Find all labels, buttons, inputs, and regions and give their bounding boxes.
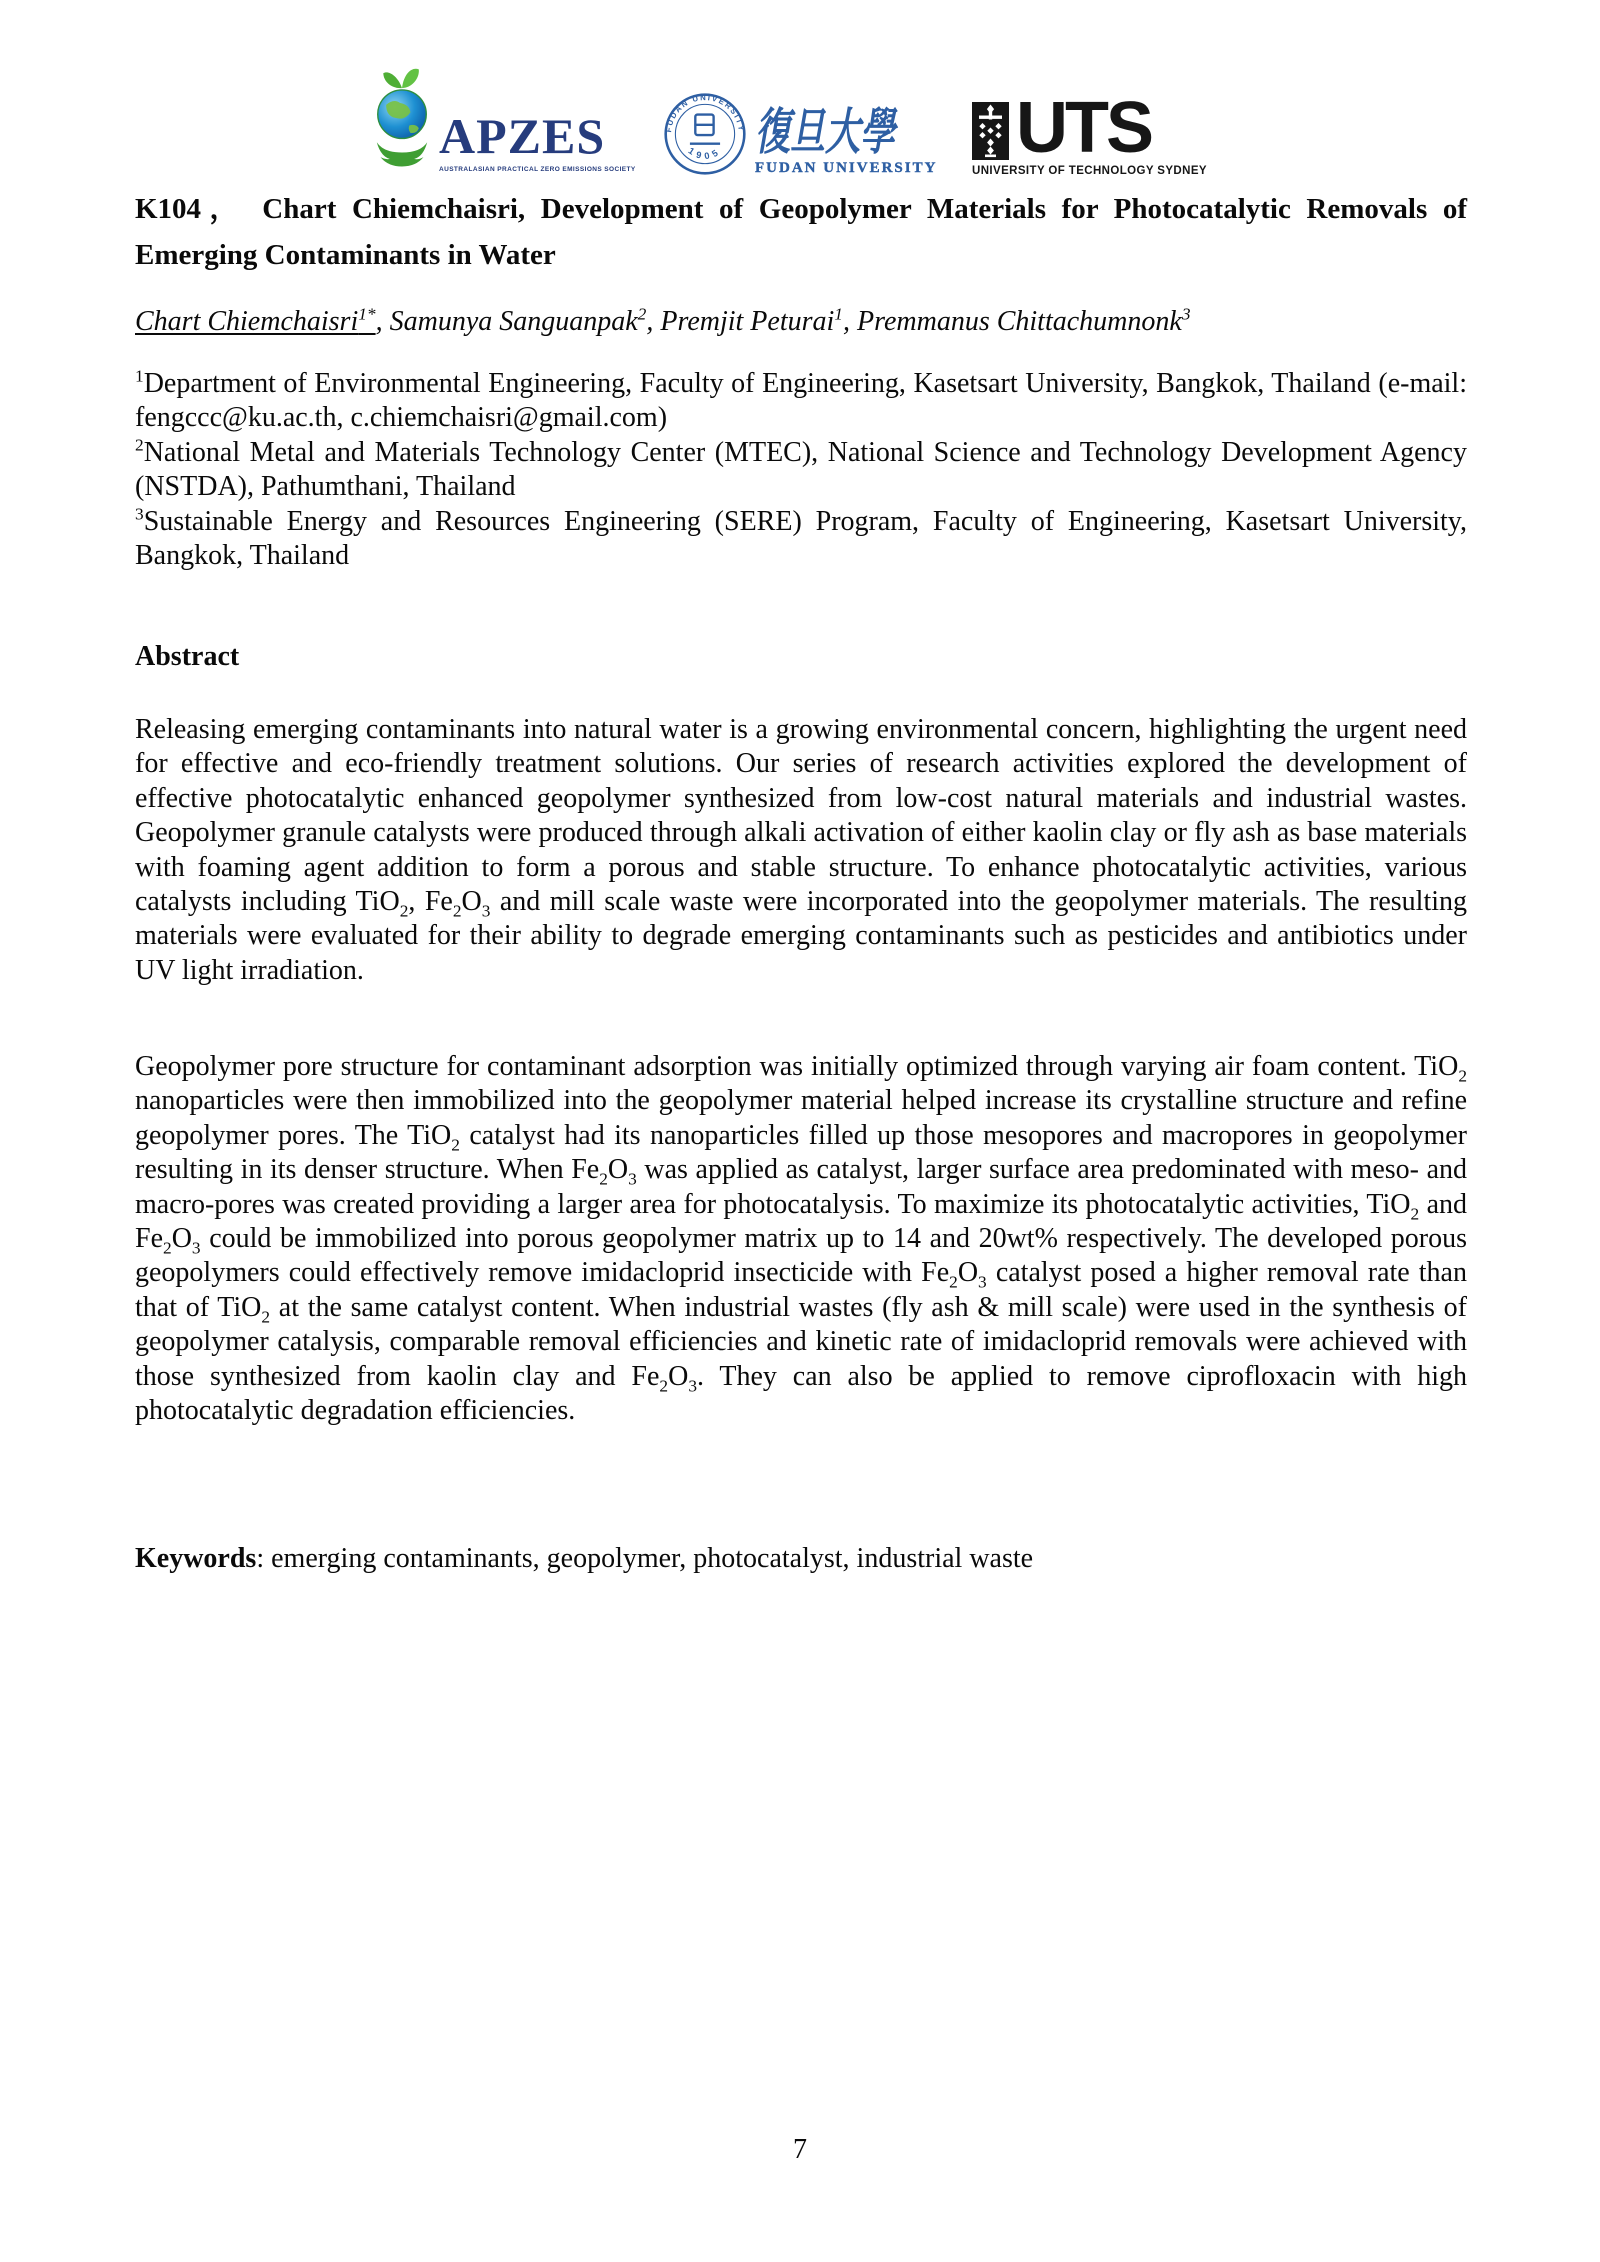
fudan-seal-year: 1905 xyxy=(686,145,724,162)
page-number: 7 xyxy=(793,2134,807,2165)
affiliation-2: $^2$National Metal and Materials Technology Center (MTEC), National Science and Technology Development Agency (NSTDA), Pathumthani, Thailand xyxy=(135,435,1467,503)
uts-emblem-icon xyxy=(972,102,1009,160)
apzes-wordmark xyxy=(439,61,636,173)
uts-logo xyxy=(972,88,1207,177)
author-line: Chart Chiemchaisri$^{1*}$, Samunya Sanguanpak$^2$, Premjit Peturai$^1$, Premmanus Chittachumnonk$^3$ xyxy=(135,304,1191,337)
fudan-caption: FUDAN UNIVERSITY xyxy=(755,160,938,176)
apzes-acronym: APZES xyxy=(439,108,606,164)
keywords-line xyxy=(135,1542,1467,1576)
abstract-paragraph-2: Geopolymer pore structure for contaminant adsorption was initially optimized through varying air foam content. TiO$_2$ nanoparticles were then immobilized into the geopolymer material helped increase its crystalline structure and refine geopolymer pores. The TiO$_2$ catalyst had its nanoparticles filled up those mesopores and macropores in geopolymer resulting in its denser structure. When $Fe_2O_3$ was applied as catalyst, larger surface area predominated with meso- and macro-pores was created providing a larger area for photocatalysis. To maximize its photocatalytic activities, TiO$_2$ and $Fe_2O_3$ could be immobilized into porous geopolymer matrix up to 14 and 20wt% respectively. The developed porous geopolymers could effectively remove imidacloprid insecticide with $Fe_2O_3$ catalyst posed a higher removal rate than that of TiO$_2$ at the same catalyst content. When industrial wastes (fly ash & mill scale) were used in the synthesis of geopolymer catalysis, comparable removal efficiencies and kinetic rate of imidacloprid removals were achieved with those synthesized from kaolin clay and $Fe_2O_3$. They can also be applied to remove ciprofloxacin with high photocatalytic degradation efficiencies. xyxy=(135,1051,1467,1427)
fudan-chinese-name: 復旦大學 xyxy=(755,104,895,160)
uts-acronym: UTS xyxy=(1016,88,1151,168)
apzes-tagline: AUSTRALASIAN PRACTICAL ZERO EMISSIONS SOCIETY xyxy=(439,166,636,173)
uts-caption: UNIVERSITY OF TECHNOLOGY SYDNEY xyxy=(972,165,1207,177)
affiliations xyxy=(135,367,1467,573)
affiliation-1: $^1$Department of Environmental Engineering, Faculty of Engineering, Kasetsart University, Bangkok, Thailand (e-mail: fengccc@ku.ac.th, c.chiemchaisri@gmail.com) xyxy=(135,366,1467,434)
paper-title: K104， Chart Chiemchaisri, Development of Geopolymer Materials for Photocatalytic Removals of Emerging Contaminants in Water xyxy=(135,193,1467,271)
fudan-seal-ring-text: FUDAN UNIVERSITY xyxy=(664,92,746,133)
abstract-heading: Abstract xyxy=(135,641,240,672)
keywords-text: : emerging contaminants, geopolymer, photocatalyst, industrial waste xyxy=(256,1543,1034,1574)
fudan-seal-icon xyxy=(663,92,747,176)
abstract-paragraph-1: Releasing emerging contaminants into natural water is a growing environmental concern, highlighting the urgent need for effective and eco-friendly treatment solutions. Our series of research activities explored the development of effective photocatalytic enhanced geopolymer synthesized from low-cost natural materials and industrial wastes. Geopolymer granule catalysts were produced through alkali activation of either kaolin clay or fly ash as base materials with foaming agent addition to form a porous and stable structure. To enhance photocatalytic activities, various catalysts including TiO$_2$, $Fe_2O_3$ and mill scale waste were incorporated into the geopolymer materials. The resulting materials were evaluated for their ability to degrade emerging contaminants such as pesticides and antibiotics under UV light irradiation. xyxy=(135,714,1468,986)
fudan-wordmark xyxy=(755,92,955,177)
apzes-globe-hands-icon xyxy=(374,61,430,173)
fudan-logo xyxy=(663,92,955,177)
affiliation-3: $^3$Sustainable Energy and Resources Engineering (SERE) Program, Faculty of Engineering, Kasetsart University, Bangkok, Thailand xyxy=(135,504,1467,572)
keywords-label: Keywords xyxy=(135,1543,257,1574)
apzes-logo xyxy=(374,61,636,173)
